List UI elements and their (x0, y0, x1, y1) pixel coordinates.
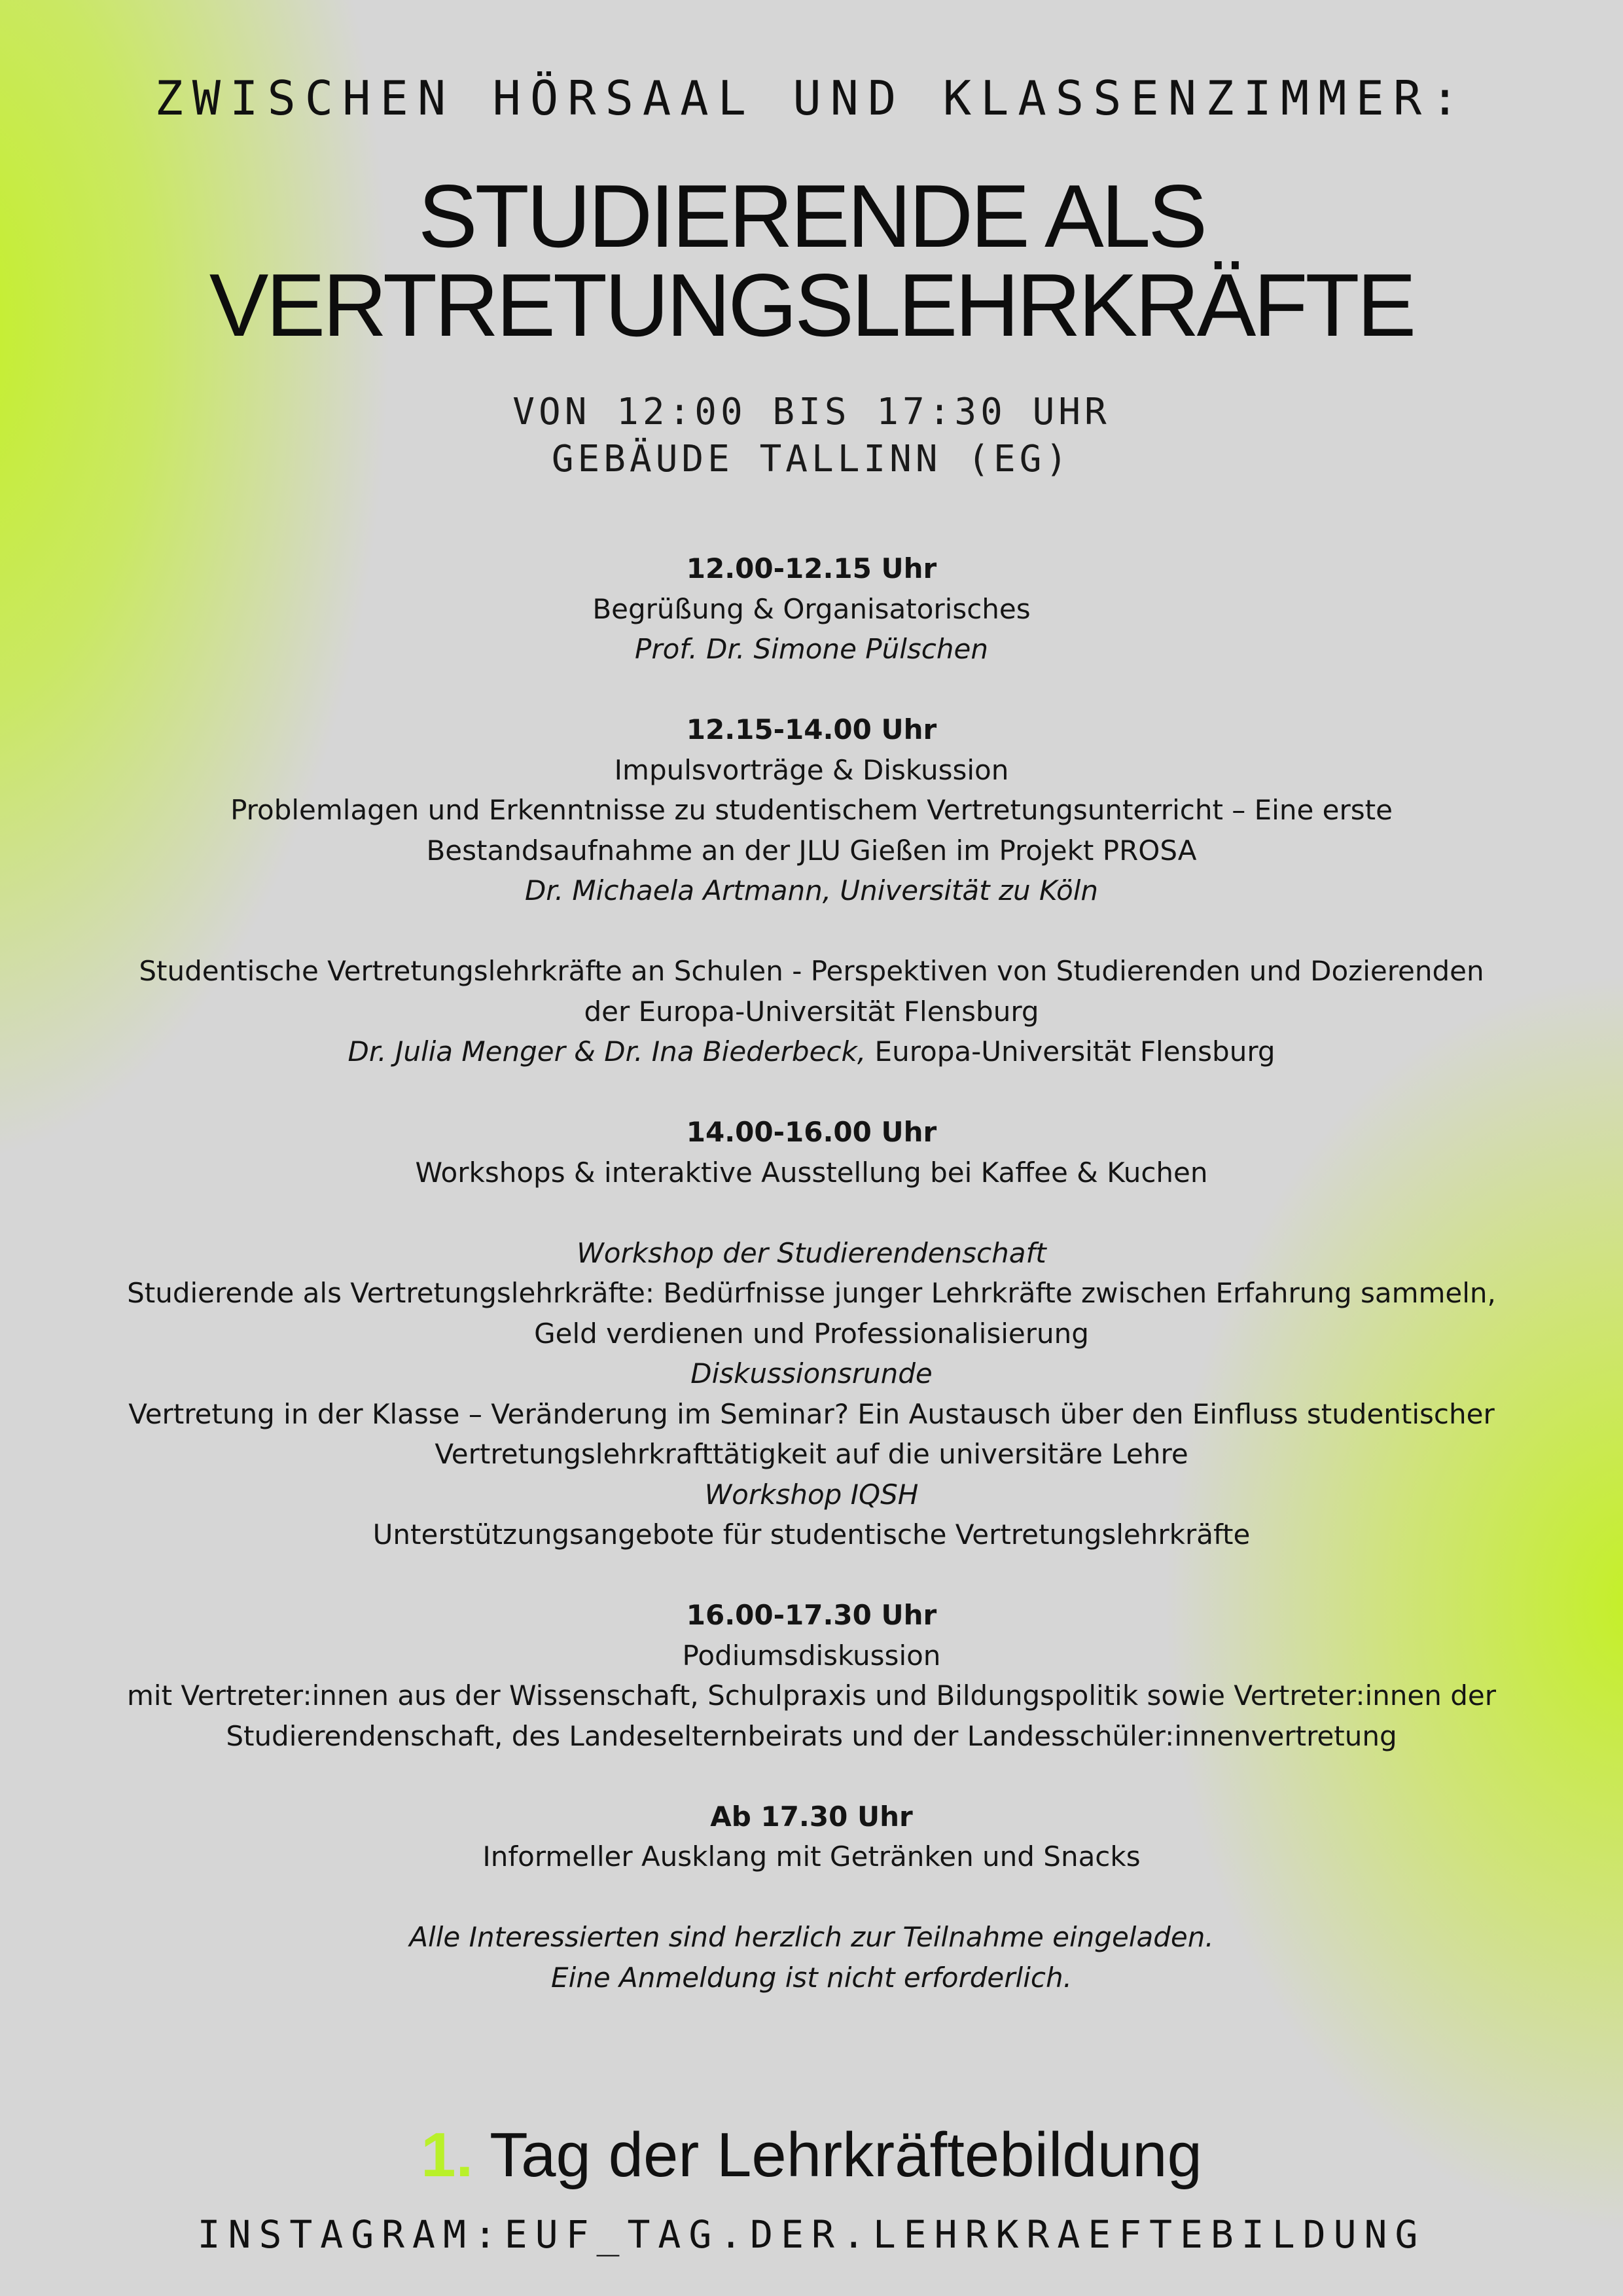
session-speaker: Prof. Dr. Simone Pülschen (635, 633, 988, 665)
title-line-2: VERTRETUNGSLEHRKRÄFTE (209, 255, 1414, 355)
session-title: Podiumsdiskussion (682, 1639, 941, 1672)
workshop-label: Workshop IQSH (704, 1478, 919, 1511)
talk-title-cont: Bestandsaufnahme an der JLU Gießen im Projekt PROSA (426, 834, 1197, 867)
session-4 (0, 1595, 1623, 1756)
event-meta (0, 389, 1623, 483)
program-schedule (0, 548, 1623, 1998)
talk-title: Studentische Vertretungslehrkräfte an Schulen - Perspektiven von Studierenden und Dozierenden (139, 955, 1484, 987)
session-2 (0, 709, 1623, 1072)
event-location: GEBÄUDE TALLINN (EG) (551, 438, 1072, 480)
closing-note (0, 1917, 1623, 1998)
talk-affiliation: Europa-Universität Flensburg (866, 1035, 1275, 1067)
title-line-1: STUDIERENDE ALS (418, 166, 1205, 266)
session-time: 14.00-16.00 Uhr (686, 1116, 937, 1148)
workshop-title-cont: Vertretungslehrkrafttätigkeit auf die universitäre Lehre (435, 1438, 1188, 1470)
workshop-title-cont: Geld verdienen und Professionalisierung (534, 1317, 1089, 1350)
session-3 (0, 1112, 1623, 1555)
session-time: 12.00-12.15 Uhr (686, 552, 937, 584)
session-time: 16.00-17.30 Uhr (686, 1599, 937, 1631)
event-eyebrow: ZWISCHEN HÖRSAAL UND KLASSENZIMMER: (154, 71, 1469, 126)
talk-speaker: Dr. Julia Menger & Dr. Ina Biederbeck, (348, 1035, 866, 1067)
session-time: Ab 17.30 Uhr (710, 1800, 913, 1833)
session-time: 12.15-14.00 Uhr (686, 713, 937, 745)
workshop-label: Diskussionsrunde (690, 1357, 933, 1390)
session-title: Impulsvorträge & Diskussion (614, 753, 1009, 786)
panel-description: mit Vertreter:innen aus der Wissenschaft, Schulpraxis und Bildungspolitik sowie Vertreter:innen der (126, 1679, 1496, 1712)
session-title: Begrüßung & Organisatorisches (592, 592, 1031, 625)
workshop-title: Unterstützungsangebote für studentische Vertretungslehrkräfte (372, 1518, 1251, 1551)
talk-speaker: Dr. Michaela Artmann, Universität zu Köln (524, 874, 1099, 906)
edition-number: 1. (421, 2120, 474, 2190)
closing-line-1: Alle Interessierten sind herzlich zur Teilnahme eingeladen. (409, 1921, 1214, 1953)
panel-description-cont: Studierendenschaft, des Landeselternbeirats und der Landesschüler:innenvertretung (226, 1719, 1397, 1752)
page-title (0, 166, 1623, 355)
instagram-handle: INSTAGRAM:EUF_TAG.DER.LEHRKRAEFTEBILDUNG (197, 2212, 1426, 2257)
workshop-title: Vertretung in der Klasse – Veränderung im Seminar? Ein Austausch über den Einfluss studentischer (128, 1397, 1495, 1430)
session-title: Workshops & interaktive Ausstellung bei Kaffee & Kuchen (415, 1156, 1208, 1189)
closing-line-2: Eine Anmeldung ist nicht erforderlich. (551, 1961, 1072, 1994)
talk-speaker-line (0, 1031, 1623, 1072)
talk-title: Problemlagen und Erkenntnisse zu studentischem Vertretungsunterricht – Eine erste (230, 794, 1393, 826)
footer-title (0, 2119, 1623, 2191)
session-1 (0, 548, 1623, 670)
talk-title-cont: der Europa-Universität Flensburg (584, 995, 1039, 1028)
workshop-label: Workshop der Studierendenschaft (577, 1236, 1046, 1269)
session-title: Informeller Ausklang mit Getränken und Snacks (482, 1840, 1141, 1873)
footer-event-name: Tag der Lehrkräftebildung (473, 2120, 1202, 2190)
event-time: VON 12:00 BIS 17:30 UHR (512, 391, 1111, 433)
session-5 (0, 1797, 1623, 1877)
workshop-title: Studierende als Vertretungslehrkräfte: Bedürfnisse junger Lehrkräfte zwischen Erfahrung sammeln, (127, 1277, 1496, 1309)
